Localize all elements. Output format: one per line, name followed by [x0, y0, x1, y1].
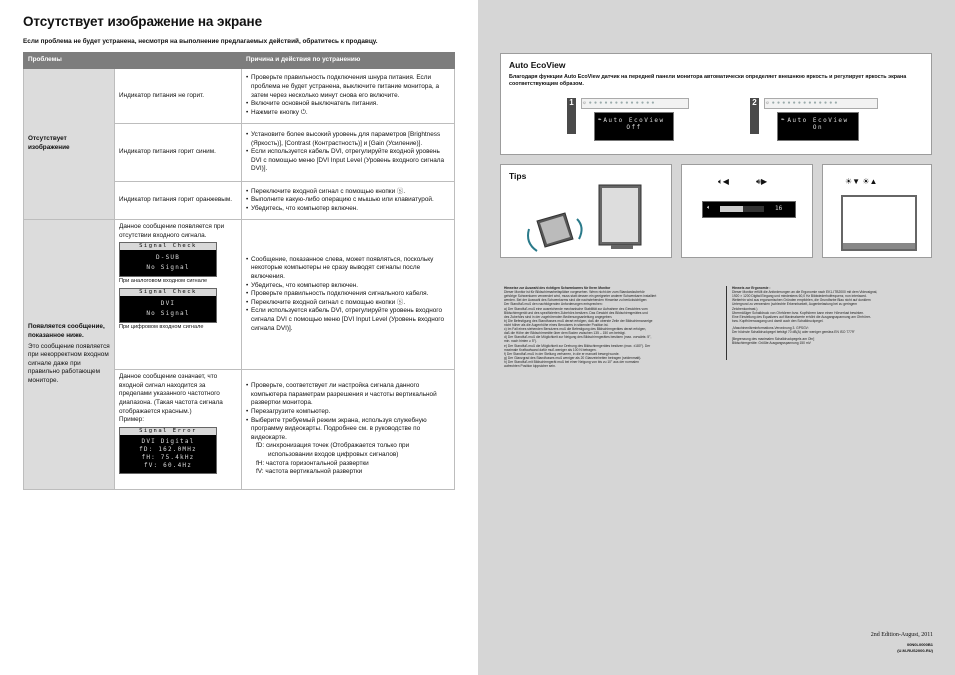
action-item: • Если используется кабель DVI, отрегулируйте уровень входного сигнала DVI с помощью меню [DVI Input Level (Уровень входного сигнала DVI)]. — [246, 307, 450, 333]
screen-line: fV: 60.4Hz — [143, 461, 193, 469]
problem-no-image: Отсутствует изображение — [24, 69, 115, 220]
screen-line: D-SUB — [155, 254, 181, 262]
notice-line: Dieser Monitor ist für Bildschirmarbeitsplätze vorgesehen. Wenn nicht der zum Standardzubehör — [504, 290, 645, 295]
notice-line: Bildschirmgerät und des spezifizierten Zubehörs besitzen. Das Gewicht des Bildschirmgerätes und — [504, 310, 648, 315]
notice-line: [Begrenzung des maximalen Schalldruckpegels am Ohr] — [732, 337, 815, 342]
definition-value: частота горизонтальной развертки — [265, 459, 369, 467]
action-item: • Убедитесь, что компьютер включен. — [246, 282, 450, 291]
volume-down-icon: 🔈︎◀ — [718, 177, 729, 186]
condition-cell — [115, 220, 242, 370]
screen-line: fD: 162.0MHz — [139, 445, 197, 453]
ecoview-osd — [594, 112, 674, 141]
notice-line: Dieser Monitor erfüllt die Anforderungen an die Ergonomie nach EK1-ITB2000 mit dem Videosignal, — [732, 290, 878, 295]
notice-line: gehörige Schwenkarm verwendet wird, muss statt dessen ein geeigneter anderer Schwenkarm installiert — [504, 294, 657, 299]
volume-up-icon: 🔊︎▶ — [756, 177, 768, 186]
osd-line: On — [812, 124, 824, 131]
notice-line: h) Der Standfuß mit Bildschirmgerät muß bei einer Neigung von bis zu 10° aus der normalen — [504, 359, 639, 364]
sensor-bar: ☼●●●●●●●●●●●●● — [764, 98, 878, 109]
screen-caption: При аналоговом входном сигнале — [119, 278, 208, 285]
volume-fill — [720, 206, 743, 212]
actions-cell — [242, 69, 455, 124]
notice-line: Hinweis zur Ergonomie : — [732, 286, 771, 290]
table-row — [24, 69, 455, 124]
actions-cell — [242, 370, 455, 490]
condition-cell: Индикатор питания горит оранжевым. — [115, 182, 242, 220]
notice-line: e) Der Standfuß muß die Möglichkeit zur Drehung des Bildschirmgerätes besitzen (max. ±180°). Der — [504, 343, 651, 348]
notice-line: Bildschirmgeräte: Größte Ausgangsspannung 150 mV — [732, 341, 811, 346]
condition-cell: Индикатор питания не горит. — [115, 69, 242, 124]
volume-panel — [681, 164, 813, 258]
definition-item — [246, 468, 450, 477]
notice-line: nicht höher als die Augenhöhe eines Benutzers in sitzender Position ist. — [504, 322, 609, 327]
definition-value: частота вертикальной развертки — [265, 468, 363, 476]
notice-line: „Maschinenlärminformations-Verordnung 3. GPSGV: — [732, 325, 809, 330]
problem-message-title: Появляется сообщение, показанное ниже. — [28, 323, 105, 339]
action-item: • Перезагрузите компьютер. — [246, 408, 450, 417]
notice-line: bzw. Kopfhörerausgang und damit auch den Schalldruckpegel. — [732, 318, 824, 323]
brightness-panel — [822, 164, 932, 258]
header-actions: Причина и действия по устранению — [242, 53, 455, 69]
edition-text: 2nd Edition-August, 2011 — [870, 632, 933, 638]
notice-line: c) Im Fall eines stehenden Benutzers muß die Befestigung des Bildschirmgerätes derart erfolgen, — [504, 327, 647, 332]
screen-header: Signal Error — [120, 428, 216, 435]
doc-code: 00N0L0000B1 — [906, 642, 933, 647]
volume-osd — [702, 201, 796, 218]
problem-message — [24, 220, 115, 490]
page-subtitle: Если проблема не будет устранена, несмотря на выполнение предлагаемых действий, обратитесь к продавцу. — [23, 38, 378, 45]
notice-line: 1920 × 1200 Digital Eingang und mindestens 60,0 Hz Bildwiederholfrequenz, non interlaced. — [732, 294, 867, 299]
speaker-icon: 🔈︎ — [707, 205, 711, 211]
condition-cell — [115, 370, 242, 490]
volume-value: 16 — [775, 205, 783, 212]
condition-text: Данное сообщение появляется при отсутствии входного сигнала. — [119, 223, 225, 239]
osd-line: Off — [626, 124, 642, 131]
troubleshooting-table — [23, 52, 455, 490]
leaf-icon: ❧ — [781, 116, 787, 123]
action-item: • Проверьте правильность подключения сигнального кабеля. — [246, 290, 450, 299]
notice-line: Weiterhin wird aus ergonomischen Gründen empfohlen, die Grundfarbe Blau nicht auf dunklem — [732, 298, 871, 303]
notice-line: Zeichenkontrast.) — [732, 306, 758, 311]
ecoview-title: Auto EcoView — [509, 60, 566, 70]
notice-line: maximale Kraftaufwand dafür muß weniger als 100 N betragen. — [504, 347, 597, 352]
action-item: • Нажмите кнопку ⏻. — [246, 109, 450, 118]
tips-panel — [500, 164, 672, 258]
brightness-controls-icon: ☀▼ ☀▲ — [845, 177, 878, 186]
notice-line: a) Der Standfuß muß eine ausreichende mechanische Stabilität zur Aufnahme des Gewichtes vom — [504, 306, 648, 311]
action-item: • Проверьте правильность подключения шнура питания. Если проблема не будет устранена, выключите питание монитора, а затем через несколько минут снова его включите. — [246, 74, 450, 100]
action-item: • Включите основной выключатель питания. — [246, 100, 450, 109]
notice-line: aufrechten Position kippsicher sein. — [504, 364, 556, 369]
action-item: • Переключите входной сигнал с помощью кнопки Ⓢ. — [246, 299, 450, 308]
action-item: • Если используется кабель DVI, отрегулируйте входной уровень DVI с помощью меню [DVI Input Level (Уровень входного сигнала DVI)]. — [246, 148, 450, 174]
screen-header: Signal Check — [120, 289, 216, 296]
notice-line: Eine Einstellung des Equalizers auf Maximalwerte erhöht die Ausgangsspannung am Ohrhörer- — [732, 314, 872, 319]
volume-track — [720, 206, 764, 212]
ecoview-osd — [777, 112, 859, 141]
monitor-bezel — [843, 243, 915, 249]
notice-line: Untergrund zu verwenden (schlechte Erkennbarkeit, Augenbelastung bei zu geringem — [732, 302, 857, 307]
table-row — [24, 220, 455, 370]
notice-line: min. nach hinten ≥ 5°). — [504, 339, 537, 344]
sensor-icon: ☼ — [765, 100, 772, 106]
condition-text: Данное сообщение означает, что входной сигнал находится за пределами указанного частотного диапазона. (Такая частота сигнала отображается красным.) — [119, 373, 223, 415]
definition-value: синхронизация точек (Отображается только при использовании входов цифровых сигналов) — [265, 442, 410, 459]
notice-line: b) Die Befestigung des Standfusses muß derart erfolgen, daß die oberste Zeile der Bildschirmanzeige — [504, 318, 653, 323]
definition-item — [246, 442, 450, 459]
sensor-bar: ☼●●●●●●●●●●●●● — [581, 98, 689, 109]
table-header-row — [24, 53, 455, 69]
action-item: • Установите более высокий уровень для параметров [Brightness (Яркость)], [Contrast (Контрастность)] и [Gain (Усиление)]. — [246, 131, 450, 148]
ecoview-panel — [500, 53, 932, 155]
actions-cell — [242, 220, 455, 370]
actions-cell — [242, 182, 455, 220]
action-item: • Выполните какую-либо операцию с мышью или клавиатурой. — [246, 196, 450, 205]
problem-message-note: Это сообщение появляется при некорректном входном сигнале даже при правильно работающем мониторе. — [28, 342, 110, 385]
rotate-arrow-icon — [577, 219, 582, 239]
definition-key: fH: — [256, 459, 265, 467]
step-number: 2 — [750, 98, 759, 134]
osd-line: Auto EcoView — [603, 117, 665, 124]
signal-check-screen-digital — [119, 288, 217, 323]
signal-check-screen-analog — [119, 242, 217, 277]
screen-line: No Signal — [146, 309, 190, 317]
german-notice-right — [732, 286, 932, 345]
german-notice-left — [504, 286, 716, 368]
leaf-icon: ❧ — [598, 116, 604, 123]
signal-error-screen — [119, 427, 217, 474]
header-problems: Проблемы — [24, 53, 115, 69]
screen-line: fH: 75.4kHz — [141, 453, 195, 461]
right-page — [478, 0, 955, 675]
screen-line: DVI Digital — [141, 437, 195, 445]
step-number: 1 — [567, 98, 576, 134]
notice-line: daß die Höhe der Bildschirmmitte über dem Boden zwischen 135 – 150 cm beträgt. — [504, 331, 626, 336]
doc-code-2: (U.M-RUS2000-RU) — [897, 648, 933, 653]
column-rule — [726, 286, 727, 360]
notice-line: des Zubehörs sind in der zugehörenden Bedienungsanleitung angegeben. — [504, 314, 613, 319]
actions-cell — [242, 124, 455, 182]
action-item: • Сообщение, показанное слева, может появляться, поскольку некоторые компьютеры не сразу выводят сигналы после включения. — [246, 256, 450, 282]
screen-header: Signal Check — [120, 243, 216, 250]
action-item: • Убедитесь, что компьютер включен. — [246, 205, 450, 214]
notice-line: Hinweise zur Auswahl des richtigen Schwenkarms für Ihren Monitor — [504, 286, 611, 290]
notice-line: f) Der Standfuß muß in der Stellung verharren, in die er manuell bewegt wurde. — [504, 351, 620, 356]
action-item: • Переключите входной сигнал с помощью кнопки Ⓢ. — [246, 188, 450, 197]
notice-line: g) Der Glanzgrad des Standfusses muß weniger als 20 Glanzeinheiten betragen (seidenmatt). — [504, 355, 642, 360]
osd-line: Auto EcoView — [787, 117, 849, 124]
action-item: • Проверьте, соответствует ли настройка сигнала данного компьютера параметрам разрешения и частоты вертикальной развертки монитора. — [246, 382, 450, 408]
sensor-icon: ☼ — [582, 100, 589, 106]
notice-line: werden. Bei der Auswahl des Schwenkarms sind die nachstehenden Hinweise zu berücksichtigen: — [504, 298, 648, 303]
notice-line: Der höchste Schalldruckpegel beträgt 70 dB(A) oder weniger gemäss EN ISO 7779" — [732, 330, 855, 335]
monitor-rotation-illustration — [507, 179, 667, 255]
definition-key: fD: — [256, 442, 265, 450]
screen-caption: При цифровом входном сигнале — [119, 323, 204, 330]
tips-title: Tips — [509, 171, 527, 181]
screen-line: No Signal — [146, 264, 190, 272]
ecoview-text: Благодаря функции Auto EcoView датчик на передней панели монитора автоматически определяет внешнюю яркость и регулирует яркость экрана соответствующим образом. — [509, 74, 907, 88]
header-empty — [115, 53, 242, 69]
tilted-monitor-icon — [537, 213, 573, 247]
notice-line: d) Der Standfuß muß die Möglichkeit zur Neigung des Bildschirmgerätes besitzen (max. vorwärts: 5°, — [504, 335, 652, 340]
example-label: Пример: — [119, 416, 144, 424]
rotate-arrow-icon — [528, 229, 537, 251]
notice-line: Übermäßiger Schalldruck von Ohrhörern bzw. Kopfhörern kann einen Hörverlust bewirken. — [732, 310, 865, 315]
portrait-monitor-icon — [599, 185, 641, 249]
screen-line: DVI — [160, 299, 176, 307]
definition-key: fV: — [256, 468, 264, 476]
monitor-screen-icon — [841, 195, 917, 251]
notice-line: Der Standfuß muß den nachfolgenden Anforderungen entsprechen: — [504, 302, 603, 307]
page-title: Отсутствует изображение на экране — [23, 14, 263, 29]
condition-cell: Индикатор питания горит синим. — [115, 124, 242, 182]
action-item: • Выберите требуемый режим экрана, используя служебную программу видеокарты. Подробнее см. в руководстве по видеокарте. — [246, 417, 450, 443]
